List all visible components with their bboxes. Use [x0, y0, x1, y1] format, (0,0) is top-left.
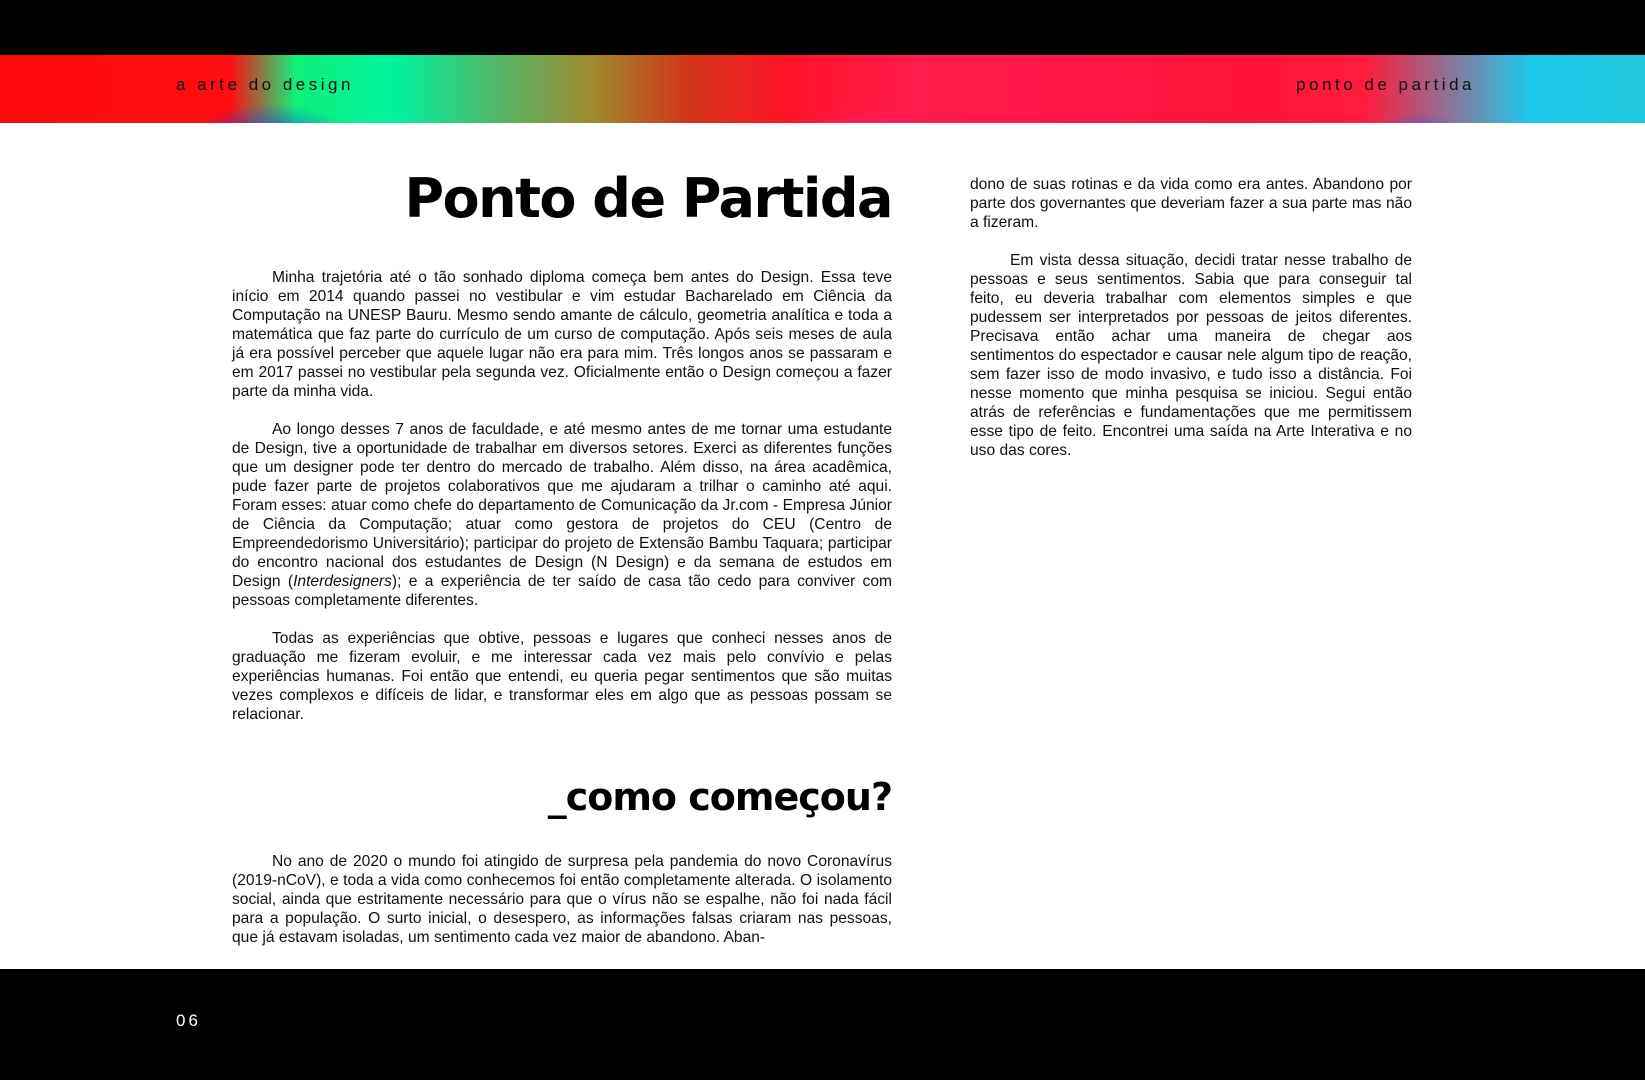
paragraph-pandemic: No ano de 2020 o mundo foi atingido de surpresa pela pandemia do novo Coronavírus (2019-nCoV), e toda a vida como conhecemos foi então completamente alterada. O isolamento social, ainda que estritamente necessário para que o vírus não se espalhe, não foi nada fácil para a população. O surto inicial, o desespero, as informações falsas criaram nas pessoas, que já estavam isoladas, um sentimento cada vez maior de abandono. Aban- — [232, 853, 892, 946]
left-column — [232, 167, 892, 947]
page-number: 06 — [176, 1011, 201, 1030]
paragraph-experience-italic: Interdesigners — [293, 573, 392, 590]
paragraph-decision: Em vista dessa situação, decidi tratar nesse trabalho de pessoas e seus sentimentos. Sabia que para conseguir tal feito, eu deveria trabalhar com elementos simples e que pudessem ser interpretados por pessoas de jeitos diferentes. Precisava então achar uma maneira de chegar aos sentimentos do espectador e causar nele algum tipo de reação, sem fazer isso de modo invasivo, e tudo isso a distância. Foi nesse momento que minha pesquisa se iniciou. Segui então atrás de referências e fundamentações que me permitissem esse tipo de feito. Encontrei uma saída na Arte Interativa e no uso das cores. — [970, 252, 1412, 459]
header-book-title: a arte do design — [176, 75, 354, 94]
paragraph-pandemic-continuation: dono de suas rotinas e da vida como era antes. Abandono por parte dos governantes que deveriam fazer a sua parte mas não a fizeram. — [970, 176, 1412, 231]
footer-bar — [0, 969, 1645, 1080]
right-column — [970, 175, 1412, 460]
header-gradient-band — [0, 55, 1645, 123]
page-title: Ponto de Partida — [404, 167, 892, 230]
paragraph-experience-part-2: ); e a experiência de ter saído de casa tão cedo para conviver com pessoas completamente diferentes. — [232, 573, 892, 609]
paragraph-experiences-summary: Todas as experiências que obtive, pessoas e lugares que conheci nesses anos de graduação me fizeram evoluir, e me interessar cada vez mais pelo convívio e pelas experiências humanas. Foi então que entendi, eu queria pegar sentimentos que são muitas vezes complexos e difíceis de lidar, e transformar eles em algo que as pessoas possam se relacionar. — [232, 630, 892, 723]
header-section-title: ponto de partida — [1296, 75, 1475, 94]
section-subtitle: _como começou? — [547, 775, 892, 819]
paragraph-experience-part-1: Ao longo desses 7 anos de faculdade, e até mesmo antes de me tornar uma estudante de Design, tive a oportunidade de trabalhar em diversos setores. Exerci as diferentes funções que um designer pode ter dentro do mercado de trabalho. Além disso, na área acadêmica, pude fazer parte de projetos colaborativos que me ajudaram a trilhar o caminho até aqui. Foram esses: atuar como chefe do departamento de Comunicação da Jr.com - Empresa Júnior de Ciência da Computação; atuar como gestora de projetos do CEU (Centro de Empreendedorismo Universitário); participar do projeto de Extensão Bambu Taquara; participar do encontro nacional dos estudantes de Design (N Design) e da semana de estudos em Design ( — [232, 421, 892, 590]
top-black-bar — [0, 0, 1645, 55]
paragraph-intro: Minha trajetória até o tão sonhado diploma começa bem antes do Design. Essa teve início em 2014 quando passei no vestibular e vim estudar Bacharelado em Ciência da Computação na UNESP Bauru. Mesmo sendo amante de cálculo, geometria analítica e toda a matemática que faz parte do currículo de um curso de computação. Após seis meses de aula já era possível perceber que aquele lugar não era para mim. Três longos anos se passaram e em 2017 passei no vestibular pela segunda vez. Oficialmente então o Design começou a fazer parte da minha vida. — [232, 269, 892, 400]
paragraph-experience — [232, 420, 892, 610]
page-content — [0, 123, 1645, 969]
